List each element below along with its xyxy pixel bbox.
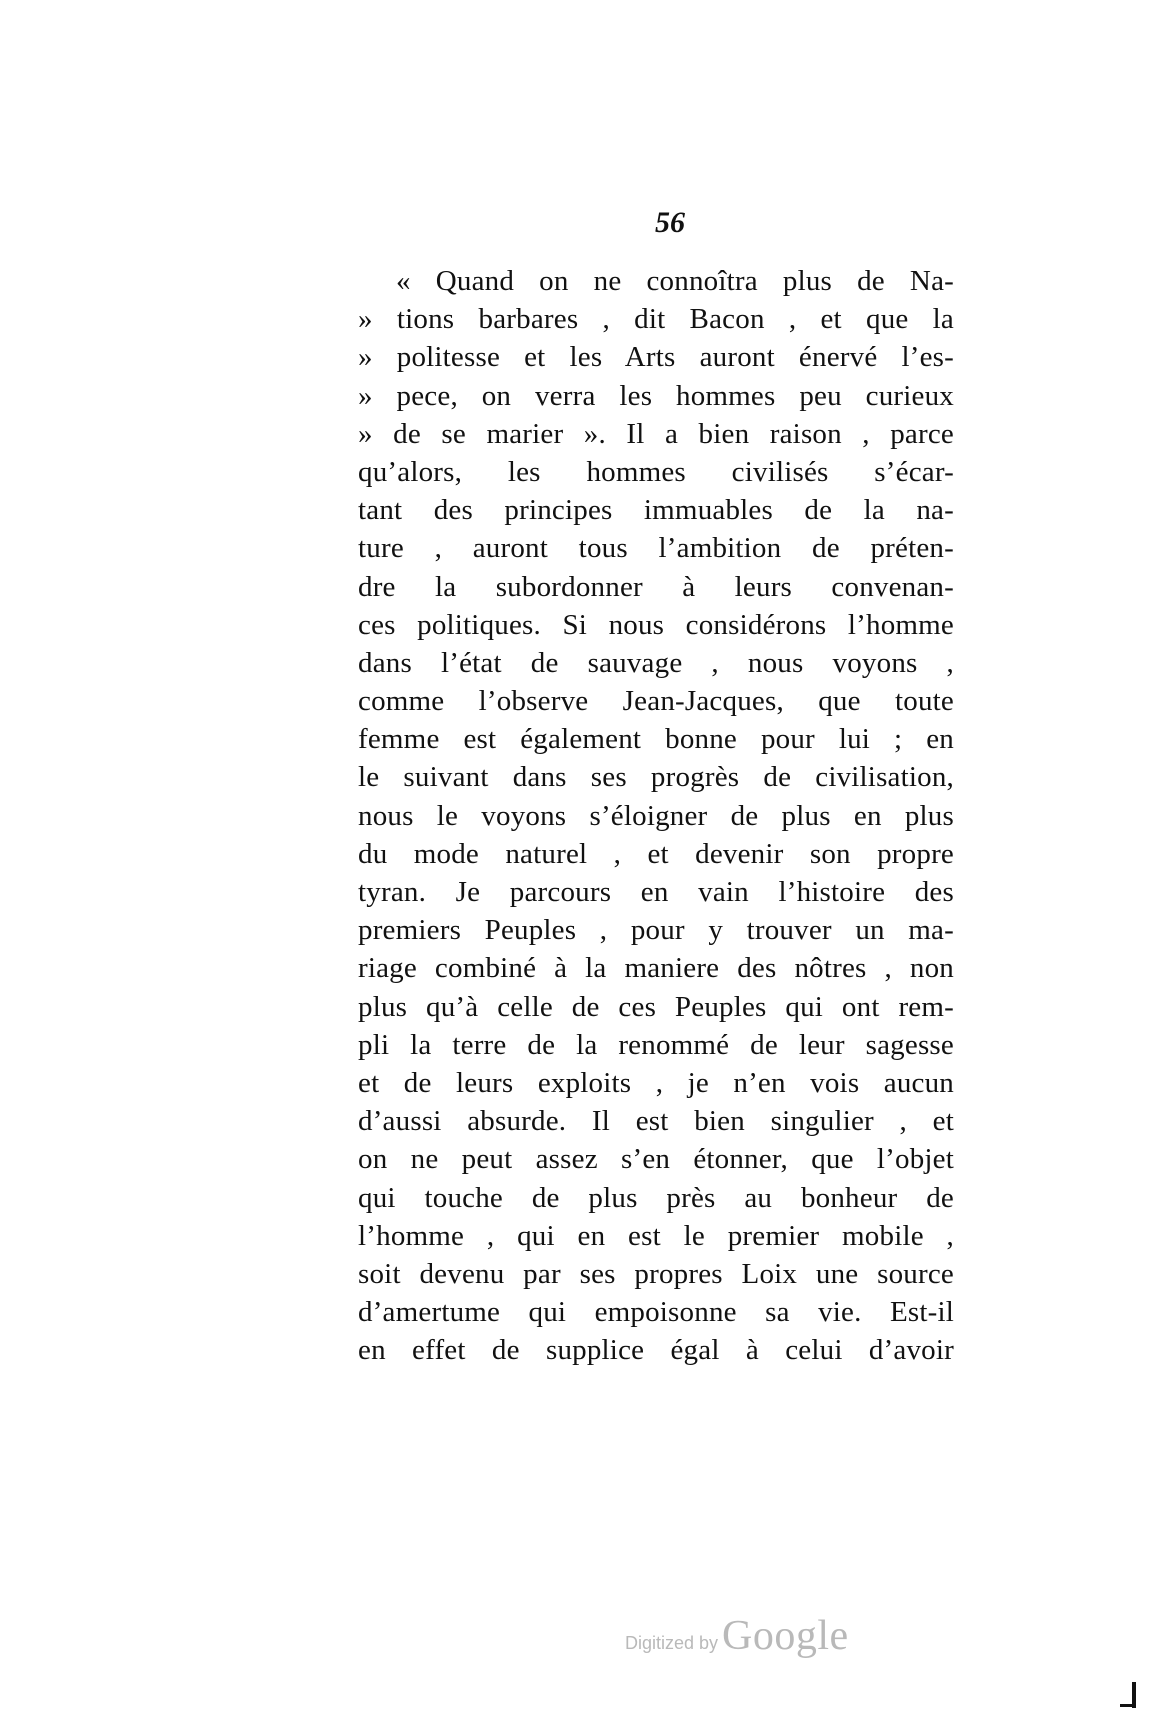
text-line: l’homme , qui en est le premier mobile , [358, 1219, 954, 1252]
text-line: » politesse et les Arts auront énervé l’es- [358, 341, 954, 374]
text-line: dans l’état de sauvage , nous voyons , [358, 646, 954, 679]
text-line: premiers Peuples , pour y trouver un ma- [358, 914, 954, 947]
text-line: du mode naturel , et devenir son propre [358, 837, 954, 870]
text-line: qui touche de plus près au bonheur de [358, 1181, 954, 1214]
text-line: nous le voyons s’éloigner de plus en plus [358, 799, 954, 832]
text-line: femme est également bonne pour lui ; en [358, 723, 954, 756]
text-line: en effet de supplice égal à celui d’avoir [358, 1334, 954, 1367]
text-line: le suivant dans ses progrès de civilisation, [358, 761, 954, 794]
page-number: 56 [655, 206, 685, 239]
text-line: « Quand on ne connoîtra plus de Na- [396, 265, 954, 297]
body-text [358, 262, 954, 1369]
text-line: tyran. Je parcours en vain l’histoire des [358, 876, 954, 908]
text-line: plus qu’à celle de ces Peuples qui ont rem- [358, 990, 954, 1023]
text-line: et de leurs exploits , je n’en vois aucun [358, 1066, 954, 1099]
text-line: qu’alors, les hommes civilisés s’écar- [358, 455, 954, 488]
text-line: riage combiné à la maniere des nôtres , non [358, 952, 954, 985]
scan-corner-mark [1132, 1682, 1136, 1708]
google-logo: Google [722, 1613, 849, 1659]
text-line: ture , auront tous l’ambition de préten- [358, 532, 954, 565]
text-line: d’aussi absurde. Il est bien singulier , et [358, 1105, 954, 1138]
text-line: pli la terre de la renommé de leur sagesse [358, 1028, 954, 1061]
text-line: » de se marier ». Il a bien raison , parce [358, 417, 954, 450]
text-line: d’amertume qui empoisonne sa vie. Est-il [358, 1296, 954, 1329]
text-line: » pece, on verra les hommes peu curieux [358, 379, 954, 412]
text-line: dre la subordonner à leurs convenan- [358, 570, 954, 603]
watermark-prefix: Digitized by [625, 1633, 719, 1653]
text-line: comme l’observe Jean-Jacques, que toute [358, 685, 954, 718]
text-line: on ne peut assez s’en étonner, que l’objet [358, 1143, 954, 1176]
text-line: tant des principes immuables de la na- [358, 494, 954, 527]
text-line: ces politiques. Si nous considérons l’homme [358, 608, 954, 641]
text-line: soit devenu par ses propres Loix une source [358, 1257, 954, 1290]
digitized-watermark [625, 1612, 849, 1660]
text-line: » tions barbares , dit Bacon , et que la [358, 303, 954, 336]
